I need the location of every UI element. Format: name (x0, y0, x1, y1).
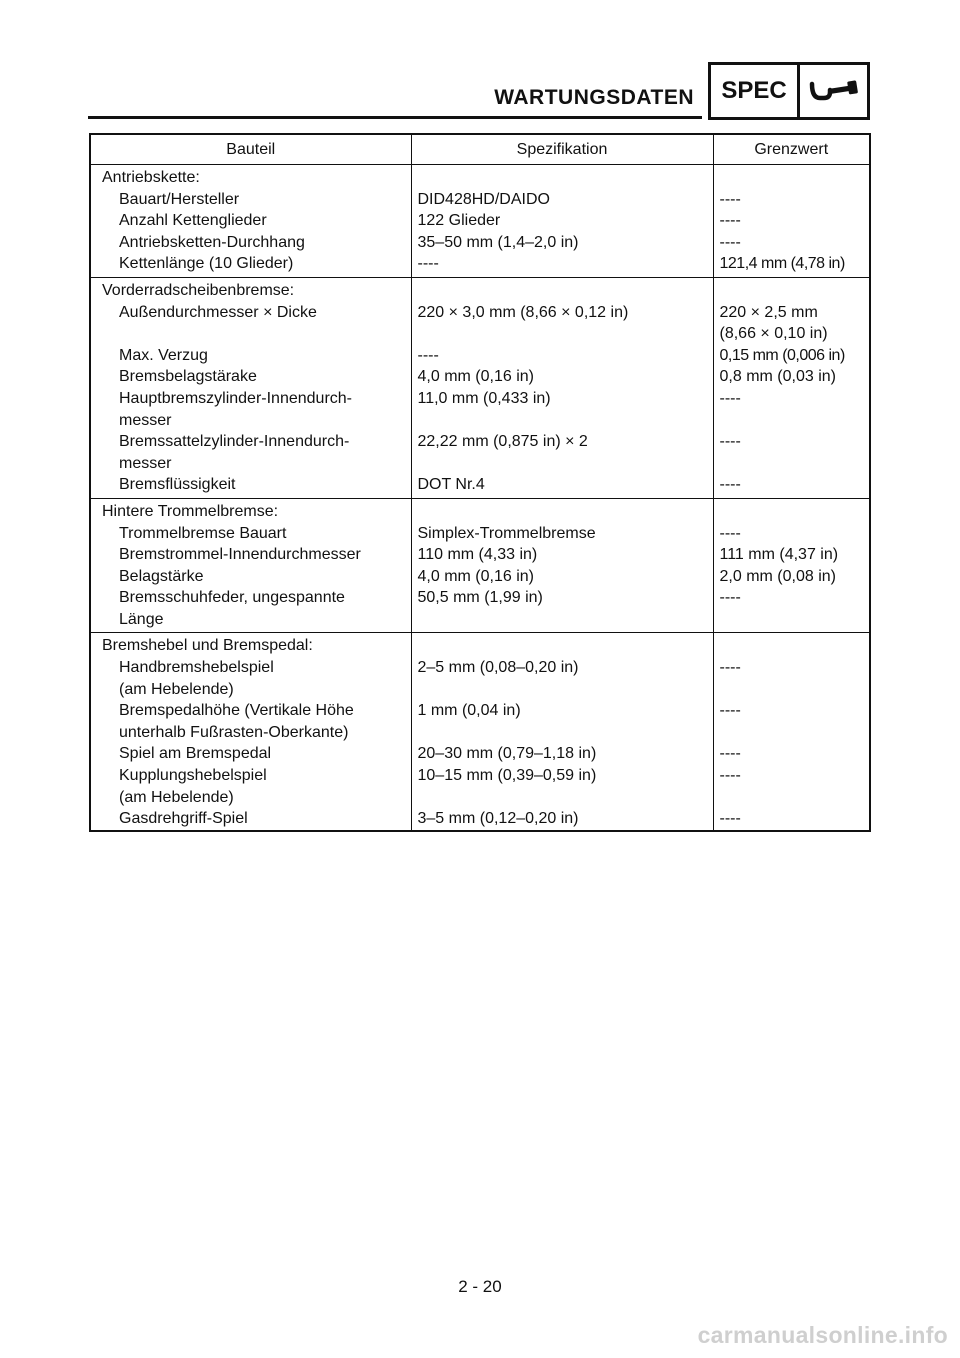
limit-cell (713, 523, 870, 545)
spec-cell (411, 210, 713, 232)
table-row (90, 587, 870, 633)
spec-cell (411, 189, 713, 211)
cell-line: 10–15 mm (0,39–0,59 in) (417, 767, 597, 785)
table-row (90, 657, 870, 700)
cell-line: 50,5 mm (1,99 in) (417, 589, 543, 607)
spec-cell (411, 523, 713, 545)
cell-line: 1 mm (0,04 in) (417, 702, 521, 720)
cell-line: messer (119, 454, 172, 472)
cell-line: Spiel am Bremspedal (119, 745, 272, 763)
item-cell (90, 808, 411, 831)
item-cell (90, 302, 411, 345)
cell-line: 220 × 2,5 mm (719, 303, 818, 321)
empty-cell (713, 277, 870, 301)
spec-badge (708, 62, 870, 120)
spec-cell (411, 765, 713, 808)
spec-cell (411, 431, 713, 474)
cell-line: 110 mm (4,33 in) (417, 546, 538, 564)
item-cell (90, 189, 411, 211)
cell-line: 2–5 mm (0,08–0,20 in) (417, 659, 579, 677)
cell-line: Bauart/Hersteller (119, 190, 240, 208)
spec-cell (411, 657, 713, 700)
table-row (90, 345, 870, 367)
item-cell (90, 566, 411, 588)
cell-line: ---- (417, 255, 439, 273)
limit-cell (713, 474, 870, 498)
item-cell (90, 523, 411, 545)
cell-line: Kupplungshebelspiel (119, 767, 267, 785)
cell-line: Max. Verzug (119, 346, 208, 364)
empty-cell (411, 165, 713, 189)
spec-cell (411, 345, 713, 367)
cell-line: 122 Glieder (417, 212, 501, 230)
cell-line: ---- (719, 524, 741, 542)
cell-line: Kettenlänge (10 Glieder) (119, 255, 294, 273)
cell-line: Bremstrommel-Innendurchmesser (119, 546, 361, 564)
spec-cell (411, 302, 713, 345)
cell-line: Anzahl Kettenglieder (119, 212, 267, 230)
limit-cell (713, 366, 870, 388)
cell-line: ---- (719, 476, 741, 494)
cell-line: ---- (719, 767, 741, 785)
table-row (90, 366, 870, 388)
cell-line: ---- (719, 389, 741, 407)
column-header: Grenzwert (713, 134, 870, 165)
cell-line: Handbremshebelspiel (119, 659, 274, 677)
limit-cell (713, 431, 870, 474)
watermark: carmanualsonline.info (697, 1322, 948, 1348)
spec-cell (411, 544, 713, 566)
cell-line: 20–30 mm (0,79–1,18 in) (417, 745, 597, 763)
section-title: WARTUNGSDATEN (494, 86, 694, 109)
limit-cell (713, 302, 870, 345)
cell-line: (am Hebelende) (119, 680, 234, 698)
header-rule (88, 116, 702, 119)
item-cell (90, 431, 411, 474)
group-title: Vorderradscheibenbremse: (90, 277, 411, 301)
table-row (90, 743, 870, 765)
cell-line: Bremsflüssigkeit (119, 476, 236, 494)
spec-cell (411, 232, 713, 254)
table-row (90, 302, 870, 345)
cell-line: Antriebsketten-Durchhang (119, 233, 305, 251)
cell-line: 0,15 mm (0,006 in) (719, 346, 845, 364)
limit-cell (713, 700, 870, 743)
cell-line: 22,22 mm (0,875 in) × 2 (417, 433, 588, 451)
cell-line: DID428HD/DAIDO (417, 190, 550, 208)
cell-line: ---- (719, 589, 741, 607)
table-row (90, 232, 870, 254)
empty-cell (713, 498, 870, 522)
limit-cell (713, 232, 870, 254)
cell-line: ---- (719, 433, 741, 451)
cell-line: 111 mm (4,37 in) (719, 546, 839, 564)
item-cell (90, 345, 411, 367)
item-cell (90, 743, 411, 765)
empty-cell (713, 165, 870, 189)
column-header: Bauteil (90, 134, 411, 165)
cell-line: Belagstärke (119, 567, 204, 585)
spec-cell (411, 743, 713, 765)
cell-line: ---- (719, 212, 741, 230)
group-header-row (90, 277, 870, 301)
cell-line: DOT Nr.4 (417, 476, 485, 494)
group-title: Hintere Trommelbremse: (90, 498, 411, 522)
empty-cell (411, 633, 713, 657)
item-cell (90, 474, 411, 498)
item-cell (90, 253, 411, 277)
limit-cell (713, 345, 870, 367)
cell-line: messer (119, 411, 172, 429)
cell-line: Simplex-Trommelbremse (417, 524, 596, 542)
cell-line: 3–5 mm (0,12–0,20 in) (417, 810, 579, 828)
cell-line: Gasdrehgriff-Spiel (119, 810, 248, 828)
table-row (90, 765, 870, 808)
table-row (90, 253, 870, 277)
cell-line: Bremssattelzylinder-Innendurch- (119, 433, 350, 451)
empty-cell (713, 633, 870, 657)
limit-cell (713, 189, 870, 211)
cell-line: (8,66 × 0,10 in) (719, 325, 828, 343)
limit-cell (713, 253, 870, 277)
spec-cell (411, 253, 713, 277)
limit-cell (713, 210, 870, 232)
limit-cell (713, 587, 870, 633)
table-row (90, 388, 870, 431)
table-row (90, 808, 870, 831)
table-row (90, 474, 870, 498)
cell-line: Länge (119, 610, 164, 628)
wrench-icon (800, 65, 867, 117)
cell-line: Bremspedalhöhe (Vertikale Höhe (119, 702, 354, 720)
spec-cell (411, 700, 713, 743)
item-cell (90, 232, 411, 254)
cell-line: 220 × 3,0 mm (8,66 × 0,12 in) (417, 303, 629, 321)
cell-line: Hauptbremszylinder-Innendurch- (119, 389, 352, 407)
table-row (90, 210, 870, 232)
spec-cell (411, 366, 713, 388)
limit-cell (713, 657, 870, 700)
group-title: Bremshebel und Bremspedal: (90, 633, 411, 657)
page-header (88, 62, 870, 122)
group-header-row (90, 633, 870, 657)
cell-line: ---- (719, 745, 741, 763)
table-row (90, 700, 870, 743)
limit-cell (713, 808, 870, 831)
item-cell (90, 587, 411, 633)
spec-cell (411, 587, 713, 633)
cell-line: Trommelbremse Bauart (119, 524, 287, 542)
table-row (90, 544, 870, 566)
cell-line: 121,4 mm (4,78 in) (719, 255, 845, 273)
page-number: 2 - 20 (458, 1277, 502, 1296)
group-header-row (90, 165, 870, 189)
spec-label: SPEC (711, 65, 800, 117)
group-title: Antriebskette: (90, 165, 411, 189)
table-row (90, 431, 870, 474)
limit-cell (713, 566, 870, 588)
empty-cell (411, 498, 713, 522)
cell-line: ---- (719, 810, 741, 828)
cell-line: ---- (719, 190, 741, 208)
cell-line: (am Hebelende) (119, 788, 234, 806)
column-header: Spezifikation (411, 134, 713, 165)
limit-cell (713, 388, 870, 431)
empty-cell (411, 277, 713, 301)
spec-cell (411, 388, 713, 431)
cell-line: unterhalb Fußrasten-Oberkante) (119, 723, 349, 741)
cell-line: Bremsbelagstärake (119, 368, 257, 386)
item-cell (90, 765, 411, 808)
cell-line: Bremsschuhfeder, ungespannte (119, 589, 345, 607)
spec-cell (411, 808, 713, 831)
item-cell (90, 366, 411, 388)
cell-line: 0,8 mm (0,03 in) (719, 368, 836, 386)
cell-line: 4,0 mm (0,16 in) (417, 368, 534, 386)
cell-line: 11,0 mm (0,433 in) (417, 389, 551, 407)
limit-cell (713, 743, 870, 765)
item-cell (90, 210, 411, 232)
limit-cell (713, 544, 870, 566)
table-body (90, 165, 870, 831)
spec-cell (411, 566, 713, 588)
maintenance-spec-table (89, 133, 871, 832)
cell-line: Außendurchmesser × Dicke (119, 303, 317, 321)
item-cell (90, 388, 411, 431)
cell-line: ---- (719, 659, 741, 677)
table-row (90, 189, 870, 211)
group-header-row (90, 498, 870, 522)
table-row (90, 523, 870, 545)
item-cell (90, 700, 411, 743)
cell-line: 4,0 mm (0,16 in) (417, 567, 534, 585)
item-cell (90, 544, 411, 566)
table-header-row (90, 134, 870, 165)
item-cell (90, 657, 411, 700)
spec-cell (411, 474, 713, 498)
table-row (90, 566, 870, 588)
cell-line: ---- (719, 702, 741, 720)
cell-line: ---- (719, 233, 741, 251)
cell-line: 35–50 mm (1,4–2,0 in) (417, 233, 579, 251)
cell-line: 2,0 mm (0,08 in) (719, 567, 836, 585)
limit-cell (713, 765, 870, 808)
cell-line: ---- (417, 346, 439, 364)
